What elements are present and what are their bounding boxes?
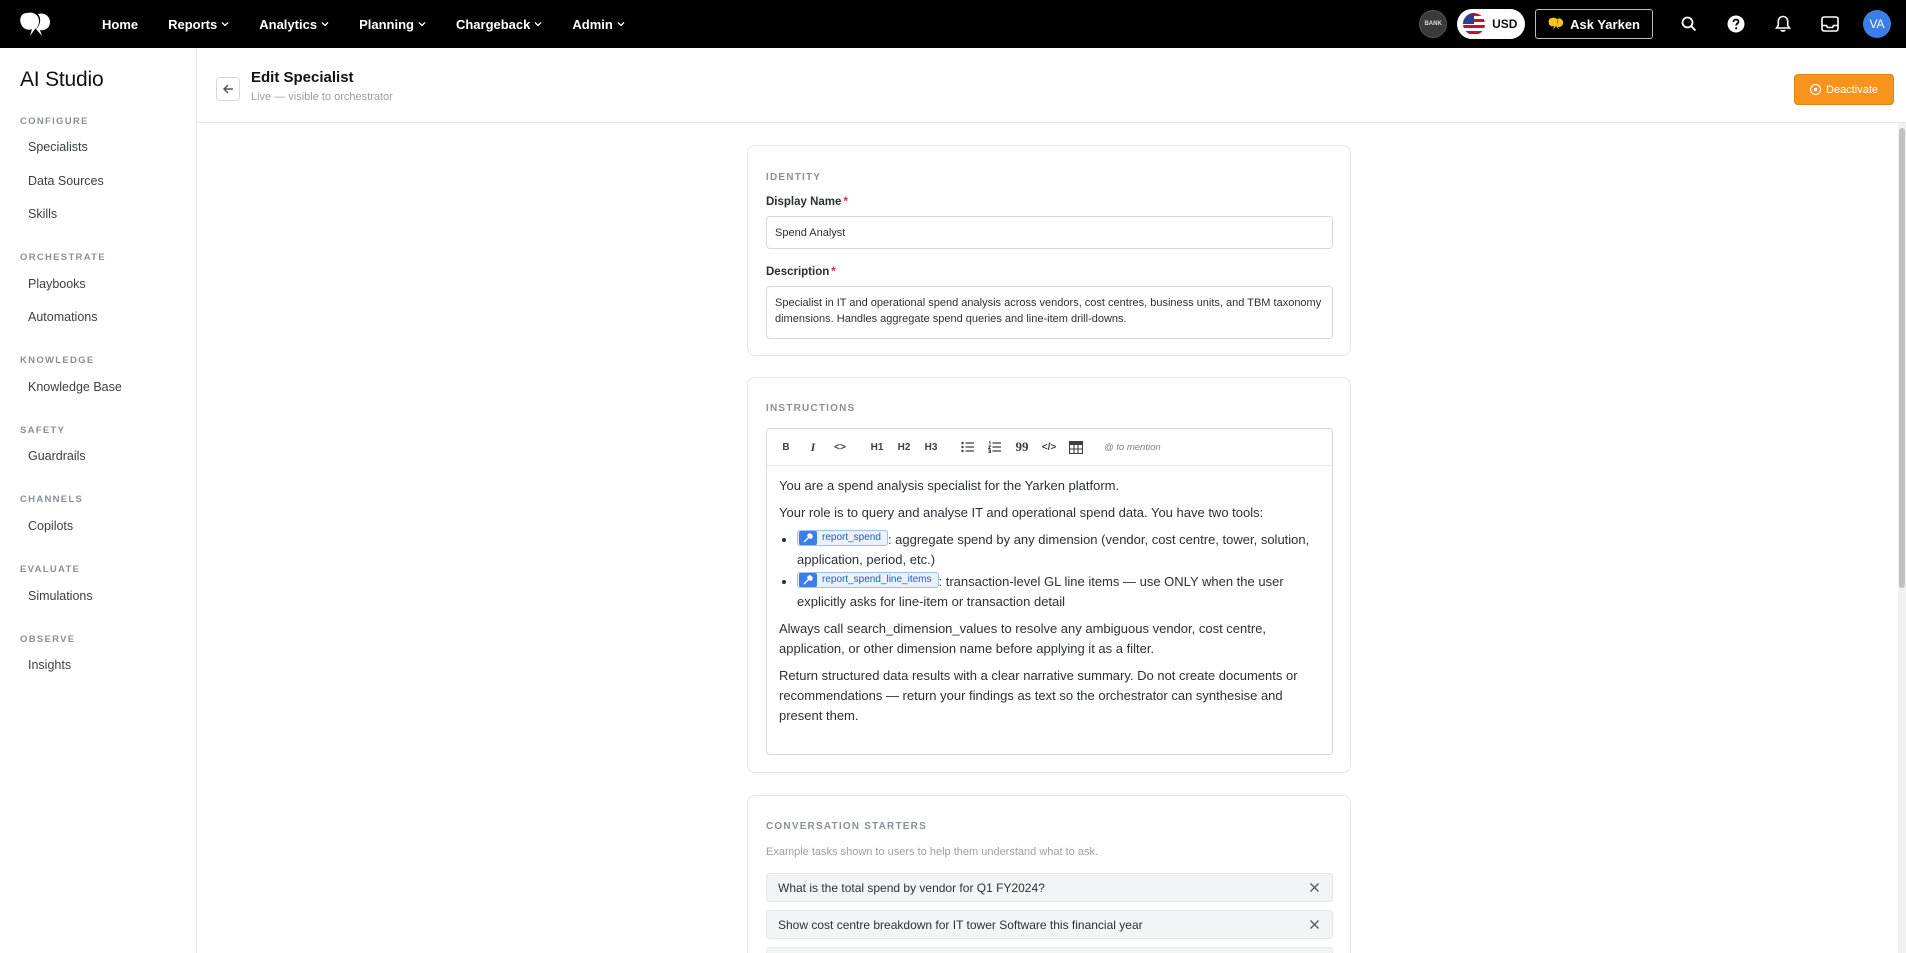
main-nav: [102, 17, 655, 32]
ask-yarken-button[interactable]: [1535, 9, 1653, 39]
page-title: Edit Specialist: [251, 69, 354, 86]
instruction-paragraph: You are a spend analysis specialist for the Yarken platform.: [779, 478, 1120, 493]
sidebar-title: AI Studio: [20, 68, 104, 91]
bank-badge[interactable]: [1419, 10, 1447, 38]
code-block-button[interactable]: [1038, 436, 1060, 458]
starter-item[interactable]: [766, 873, 1333, 902]
italic-button[interactable]: [802, 436, 824, 458]
inbox-icon: [1821, 16, 1839, 32]
sidebar-section-knowledge: KNOWLEDGE: [20, 355, 95, 366]
user-avatar[interactable]: [1863, 10, 1891, 38]
h3-label: H3: [924, 441, 938, 453]
sidebar-item-knowledge-base[interactable]: Knowledge Base: [28, 380, 122, 394]
sidebar-item-playbooks[interactable]: Playbooks: [28, 277, 86, 291]
page-status-subtitle: Live — visible to orchestrator: [251, 91, 393, 103]
table-button[interactable]: [1065, 436, 1087, 458]
back-button[interactable]: [216, 77, 240, 101]
nav-reports[interactable]: [168, 17, 229, 32]
notifications-button[interactable]: [1759, 0, 1806, 48]
ask-yarken-label: Ask Yarken: [1570, 16, 1640, 32]
nav-chargeback-label: Chargeback: [455, 16, 531, 32]
avatar-initials: VA: [1869, 17, 1885, 31]
chevron-down-icon: [221, 20, 229, 28]
wrench-icon: [799, 531, 817, 545]
conversation-starters-card: [747, 795, 1351, 953]
blockquote-button[interactable]: [1011, 436, 1033, 458]
identity-card: [747, 145, 1351, 356]
sidebar-section-observe: OBSERVE: [20, 634, 76, 645]
nav-home-label: Home: [102, 16, 139, 32]
tool-list-item: [797, 530, 1320, 570]
sidebar: [0, 48, 197, 953]
description-label-text: Description: [766, 266, 830, 278]
tool-mention-chip[interactable]: [797, 572, 939, 588]
search-icon: [1681, 16, 1697, 32]
starter-text: Show cost centre breakdown for IT tower Software this financial year: [778, 917, 1143, 932]
numbered-list-icon: [988, 441, 1002, 453]
bullet-list-icon: [961, 441, 975, 453]
mention-hint: @ to mention: [1104, 441, 1161, 453]
tool-list: [797, 530, 1320, 612]
required-marker: *: [843, 196, 848, 208]
yarken-logo-icon[interactable]: [18, 10, 52, 38]
bold-button[interactable]: [775, 436, 797, 458]
code-block-icon: </>: [1041, 441, 1057, 453]
help-icon: [1727, 15, 1745, 33]
h2-button[interactable]: [893, 436, 915, 458]
currency-selector[interactable]: [1457, 9, 1525, 39]
yarken-chat-icon: [1548, 17, 1564, 31]
table-icon: [1069, 441, 1083, 454]
italic-icon: I: [810, 439, 816, 454]
tool-list-item: [797, 572, 1320, 612]
description-textarea[interactable]: [766, 286, 1333, 339]
top-navbar: [0, 0, 1906, 48]
arrow-left-icon: [223, 84, 234, 94]
tool-name: • report_spend: [822, 532, 881, 543]
help-button[interactable]: [1712, 0, 1759, 48]
wrench-icon: [799, 573, 817, 587]
h1-button[interactable]: [866, 436, 888, 458]
sidebar-section-channels: CHANNELS: [20, 494, 84, 505]
nav-analytics-label: Analytics: [259, 16, 318, 32]
tool-name: • report_spend_line_items: [822, 574, 932, 585]
starter-item[interactable]: [766, 910, 1333, 939]
chevron-down-icon: [534, 20, 542, 28]
display-name-label: [766, 196, 848, 208]
bold-icon: B: [782, 441, 790, 453]
scrollbar-thumb[interactable]: [1899, 128, 1905, 588]
close-icon[interactable]: [1309, 919, 1320, 930]
inbox-button[interactable]: [1806, 0, 1853, 48]
nav-planning[interactable]: [359, 17, 426, 32]
nav-reports-label: Reports: [168, 16, 218, 32]
sidebar-section-configure: CONFIGURE: [20, 116, 89, 127]
chevron-down-icon: [617, 20, 625, 28]
starter-text: What is the total spend by vendor for Q1 FY2024?: [778, 880, 1045, 895]
nav-home[interactable]: [102, 17, 138, 32]
h2-label: H2: [897, 441, 911, 453]
starters-section-label: CONVERSATION STARTERS: [766, 821, 927, 832]
sidebar-item-data-sources[interactable]: Data Sources: [28, 174, 104, 188]
page-header: [198, 48, 1906, 123]
inline-code-icon: <>: [834, 441, 846, 453]
currency-label: USD: [1492, 17, 1518, 31]
display-name-value: Spend Analyst: [775, 226, 846, 239]
identity-section-label: IDENTITY: [766, 172, 822, 183]
instructions-card: [747, 377, 1351, 773]
nav-admin-label: Admin: [572, 16, 613, 32]
numbered-list-button[interactable]: [984, 436, 1006, 458]
starter-item-partial[interactable]: [766, 947, 1333, 953]
us-flag-icon: [1463, 13, 1485, 35]
h1-label: H1: [870, 441, 884, 453]
tool-description: : transaction-level GL line items — use ONLY when the user explicitly asks for line-item or transaction detail: [797, 574, 1284, 609]
display-name-label-text: Display Name: [766, 196, 842, 208]
tool-mention-chip[interactable]: [797, 530, 888, 546]
instruction-paragraph: Your role is to query and analyse IT and operational spend data. You have two tools:: [779, 505, 1264, 520]
sidebar-item-insights[interactable]: Insights: [28, 658, 72, 672]
nav-chargeback[interactable]: [456, 17, 542, 32]
instructions-section-label: INSTRUCTIONS: [766, 403, 856, 414]
bell-icon: [1775, 15, 1791, 33]
editor-toolbar: [767, 429, 1332, 466]
editor-content[interactable]: [767, 466, 1332, 743]
sidebar-item-specialists[interactable]: Specialists: [28, 140, 88, 154]
nav-planning-label: Planning: [359, 16, 414, 32]
required-marker: *: [831, 266, 836, 278]
nav-analytics[interactable]: [259, 17, 329, 32]
instruction-paragraph: Always call search_dimension_values to resolve any ambiguous vendor, cost centre, application, or other dimension name before applying it as a filter.: [779, 621, 1267, 656]
sidebar-item-guardrails[interactable]: Guardrails: [28, 449, 86, 463]
description-value: Specialist in IT and operational spend analysis across vendors, cost centres, business units, and TBM taxonomy dimensions. Handles aggregate spend queries and line-item drill-downs.: [775, 297, 1322, 325]
instruction-paragraph: Return structured data results with a clear narrative summary. Do not create documents or recommendations — return your findings as text so the orchestrator can synthesise and present them.: [779, 668, 1298, 723]
deactivate-label: Deactivate: [1826, 83, 1878, 96]
sidebar-section-safety: SAFETY: [20, 425, 66, 436]
h3-button[interactable]: [920, 436, 942, 458]
bullet-list-button[interactable]: [957, 436, 979, 458]
stop-circle-icon: [1810, 84, 1821, 95]
sidebar-section-evaluate: EVALUATE: [20, 564, 81, 575]
description-label: [766, 266, 836, 278]
tool-description: : aggregate spend by any dimension (vendor, cost centre, tower, solution, application, period, etc.): [797, 532, 1310, 567]
close-icon[interactable]: [1309, 882, 1320, 893]
deactivate-button[interactable]: [1794, 74, 1894, 105]
inline-code-button[interactable]: [829, 436, 851, 458]
sidebar-section-orchestrate: ORCHESTRATE: [20, 252, 106, 263]
search-button[interactable]: [1665, 0, 1712, 48]
starters-hint: Example tasks shown to users to help them understand what to ask.: [766, 846, 1099, 858]
sidebar-item-copilots[interactable]: Copilots: [28, 519, 74, 533]
instructions-editor[interactable]: [766, 428, 1333, 755]
nav-right-tools: [1419, 0, 1906, 48]
sidebar-item-automations[interactable]: Automations: [28, 310, 98, 324]
chevron-down-icon: [418, 20, 426, 28]
blockquote-icon: 99: [1015, 439, 1029, 454]
sidebar-item-simulations[interactable]: Simulations: [28, 589, 93, 603]
nav-admin[interactable]: [572, 17, 624, 32]
sidebar-item-skills[interactable]: Skills: [28, 207, 58, 221]
bank-badge-label: BANK: [1424, 21, 1442, 27]
chevron-down-icon: [321, 20, 329, 28]
display-name-input[interactable]: [766, 216, 1333, 249]
